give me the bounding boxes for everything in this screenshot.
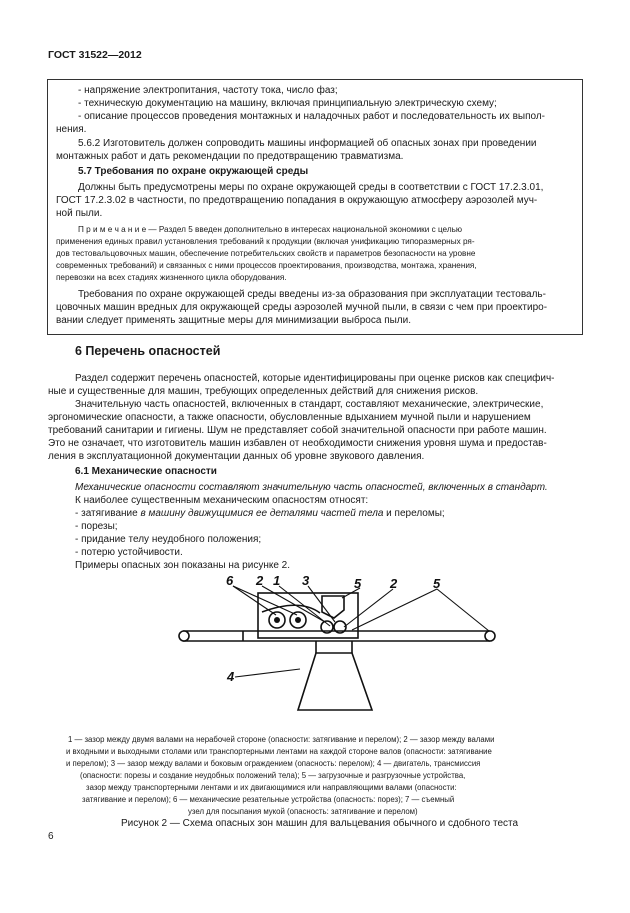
figure-legend-line: узел для посыпания мукой (опасность: затягивание и перелом) [188,807,418,816]
body-line: Это не означает, что изготовитель машин избавлен от необходимости снижения уровня шума и предостав- [48,438,547,449]
box-line: - описание процессов проведения монтажных и наладочных работ и последовательность их выпол- [78,111,546,122]
list-item: - потерю устойчивости. [75,547,183,558]
subsection-heading: 5.7 Требования по охране окружающей среды [78,166,309,177]
label-6: 6 [226,573,234,588]
body-line: Раздел содержит перечень опасностей, которые идентифицированы при оценке рисков как специфич- [75,373,555,384]
leader-3 [308,586,335,622]
body-line: требований санитарии и гигиены. Шум не представляет собой значительной опасности при работе машин. [48,425,547,436]
base-stand [298,653,372,710]
box-line: 5.6.2 Изготовитель должен сопроводить машины информацией об опасных зонах при проведении [78,138,537,149]
roller-hub [274,617,280,623]
list-item: - порезы; [75,521,118,532]
body-line: Значительную часть опасностей, включенных в стандарт, составляют механические, электрические, [75,399,544,410]
figure-legend-line: 1 — зазор между двумя валами на нерабочей стороне (опасности: затягивание и перелом); 2 — зазор между валами [68,735,495,744]
note-line: П р и м е ч а н и е — Раздел 5 введен дополнительно в интересах национальной экономики с целью [78,225,463,234]
subsection-heading: 6.1 Механические опасности [75,466,217,477]
box-line: нения. [56,124,87,135]
label-3: 3 [302,573,310,588]
box-line: Требования по охране окружающей среды введены из-за образования при эксплуатации тестоваль- [78,289,546,300]
label-2: 2 [256,573,264,588]
figure-legend-line: и перелом); 3 — зазор между валами и боковым ограждением (опасность: перелом); 4 — двигатель, трансмиссия [66,759,481,768]
leader-4 [235,669,300,677]
box-line: ной пыли. [56,208,103,219]
body-line: Механические опасности составляют значительную часть опасностей, включенных в стандарт. [75,482,548,493]
box-line: вании следует применять защитные меры для минимизации выброса пыли. [56,315,411,326]
end-pulley-right [485,631,495,641]
box-line: - техническую документацию на машину, включая принципиальную электрическую схему; [78,98,497,109]
box-line: цовочных машин вредных для окружающей среды аэрозолей мучной пыли, в связи с чем при проектиро- [56,302,548,313]
label-1: 1 [273,573,281,588]
body-line: эргономические опасности, а также опасности, обусловленные вдыханием мучной пыли и нарушением [48,412,531,423]
leader-5 [352,589,437,630]
list-item-text: - затягивание [75,508,141,519]
body-line: К наиболее существенным механическим опасностям относят: [75,495,369,506]
list-item-text: и переломы; [383,508,445,519]
figure-legend-line: затягивание и перелом); 6 — механические резательные устройства (опасность: порез); 7 — съемный [82,795,455,804]
figure-caption: Рисунок 2 — Схема опасных зон машин для вальцевания обычного и сдобного теста [121,818,519,829]
document-header: ГОСТ 31522—2012 [48,49,142,61]
body-line: ные и существенные для машин, требующих определенных действий для снижения рисков. [48,386,479,397]
figure-legend-line: и входными и выходными столами или транспортерными лентами на каждой стороне валов (опасности: затягивание [66,747,492,756]
leader-5 [437,589,489,631]
note-line: применения единых правил установления требований к продукции (включая унификацию типоразмерных ря- [56,237,475,246]
note-line: современных требований) и связанных с ними процессов проектирования, производства, монтажа, хранения, [56,261,477,270]
box-line: монтажных работ и дать рекомендации по предотвращению травматизма. [56,151,404,162]
figure-legend-line: зазор между транспортерными лентами и их двигающимися или направляющими валами (опасности: [86,783,457,792]
body-line: ления в эксплуатационной документации данных об уровне звукового давления. [48,451,425,462]
figure-legend-line: (опасности: порезы и создание неудобных положений тела); 5 — загрузочные и разгрузочные устройства, [80,771,466,780]
list-item: - придание телу неудобного положения; [75,534,262,545]
list-item-italic: в машину движущимися ее деталями частей тела [140,508,384,519]
leader-2 [344,589,393,627]
box-line: ГОСТ 17.2.3.02 в частности, по предотвращению попадания в окружающую атмосферу аэрозолей муч- [56,195,538,206]
label-5: 5 [354,576,362,591]
hopper [322,596,344,618]
label-5: 5 [433,576,441,591]
label-4: 4 [227,669,235,684]
box-line: - напряжение электропитания, частоту тока, число фаз; [78,85,338,96]
note-line: перевозки на всех стадиях жизненного цикла оборудования. [56,273,287,282]
box-line: Должны быть предусмотрены меры по охране окружающей среды в соответствии с ГОСТ 17.2.3.01, [78,182,544,193]
end-pulley-left [179,631,189,641]
label-2: 2 [390,576,398,591]
note-line: дов тестовальцовочных машин, обеспечение потребительских свойств и параметров безопасности на уровне [56,249,476,258]
page-number: 6 [48,831,54,842]
section-heading: 6 Перечень опасностей [75,344,221,358]
roller-hub [295,617,301,623]
body-line: Примеры опасных зон показаны на рисунке 2. [75,560,291,571]
